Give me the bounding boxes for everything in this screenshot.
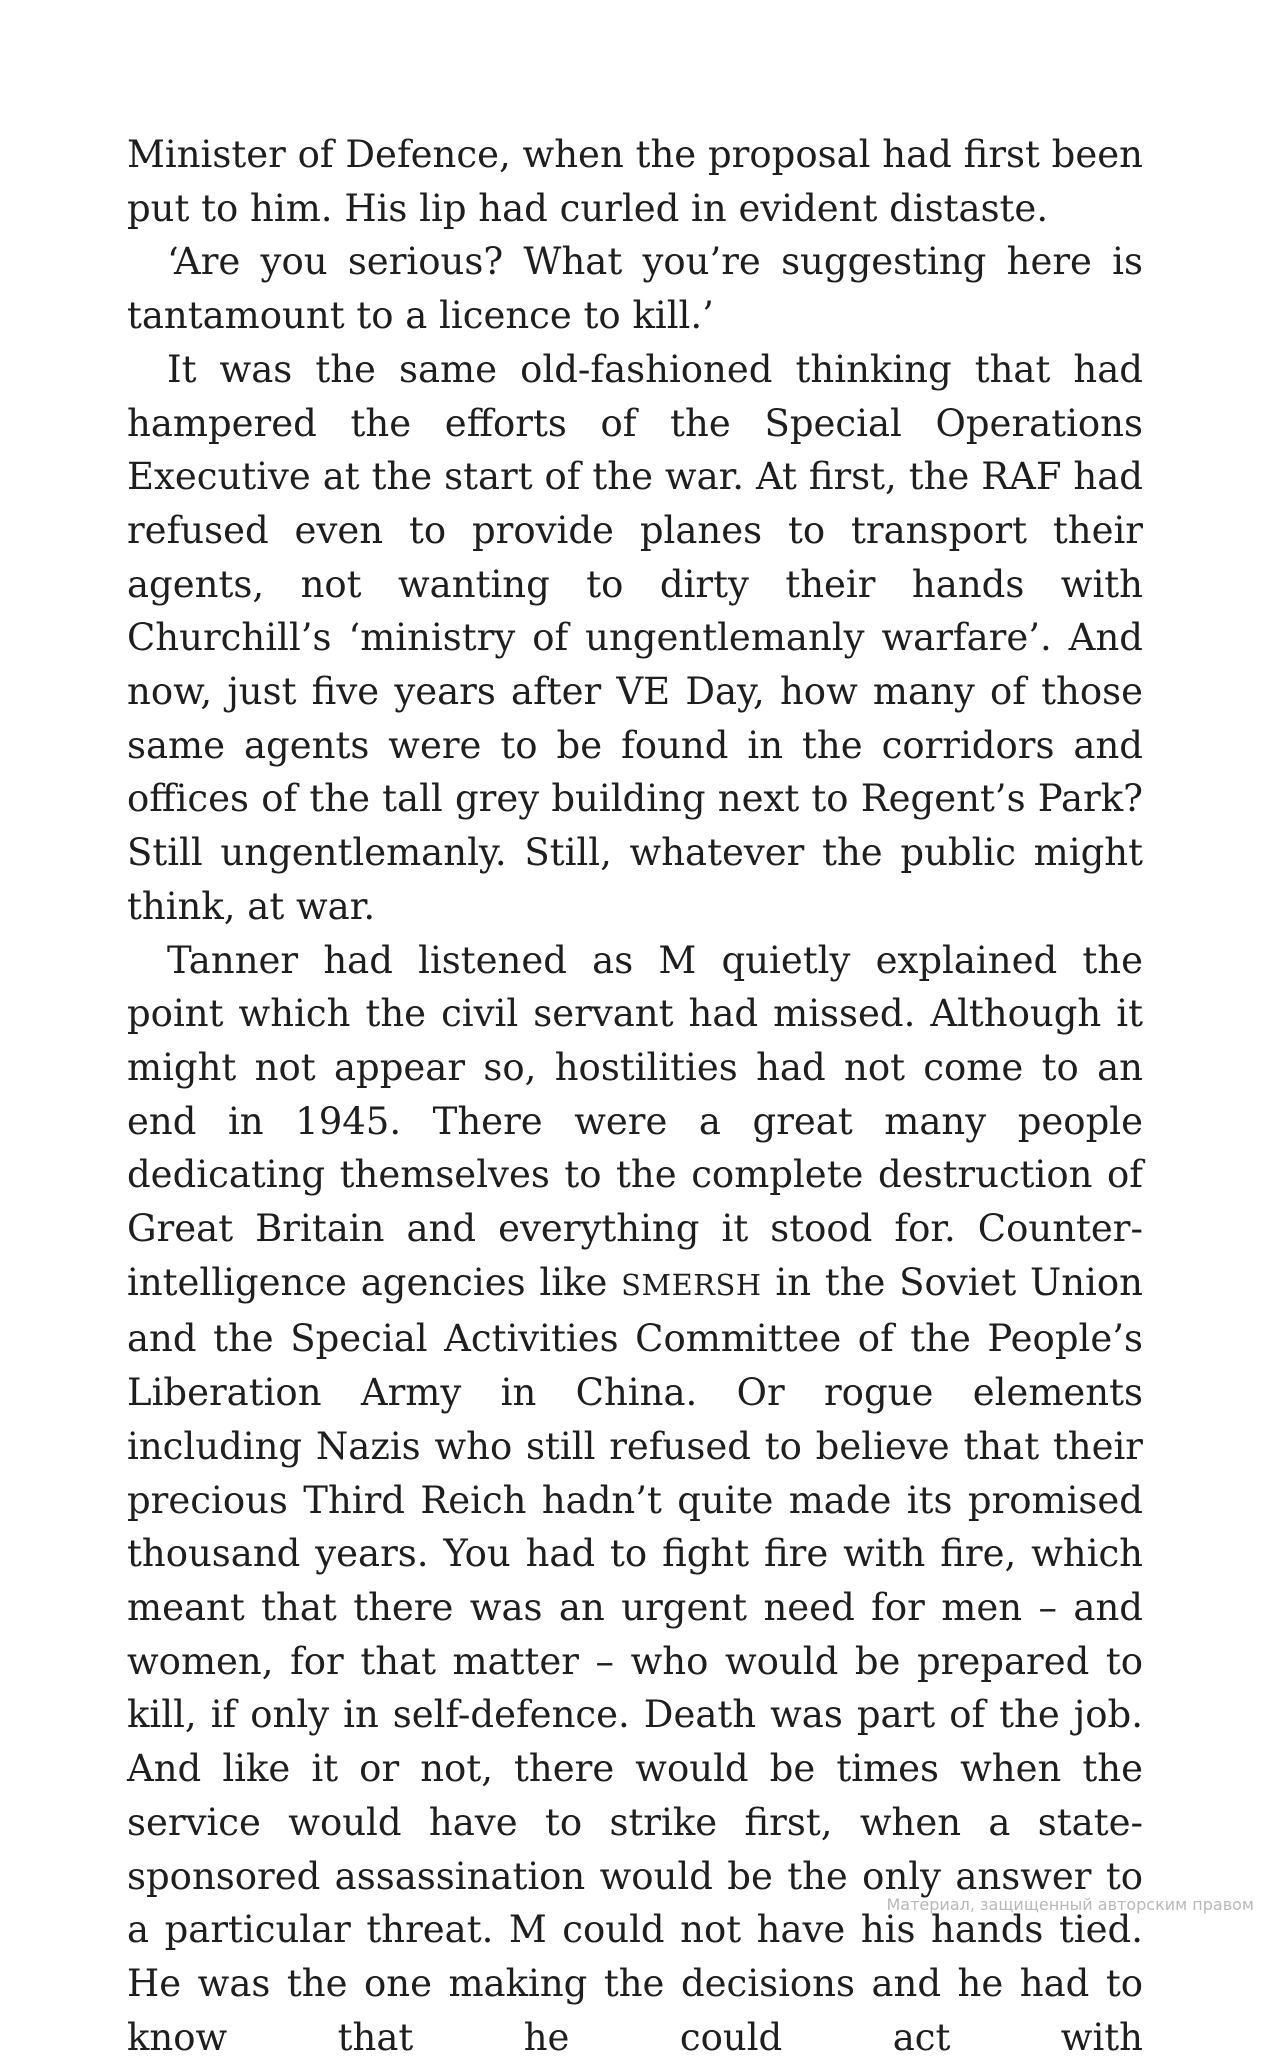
smersh-smallcaps: SMERSH [621, 1267, 762, 1302]
book-page [127, 128, 1143, 2064]
paragraph-tanner-part-1: Tanner had listened as M quietly explained the point which the civil servant had missed. Although it might not appear so, hostilities had not come to an end in 1945. There were a great many people dedicating themselves to the complete destruction of Great Britain and everything it stood for. Counter-intelligence agencies like [127, 938, 1143, 1304]
paragraph-tanner-part-2: in the Soviet Union and the Special Activities Committee of the People’s Liberation Army in China. Or rogue elements including Nazis who still refused to believe that their precious Third Reich hadn’t quite made its promised thousand years. You had to fight fire with fire, which meant that there was an urgent need for men – and women, for that matter – who would be prepared to kill, if only in self-defence. Death was part of the job. And like it or not, there would be times when the service would have to strike first, when a state-sponsored assassination would be the only answer to a particular threat. M could not have his hands tied. He was the one making the decisions and he had to know that he could act with [127, 1260, 1143, 2059]
paragraph-soe: It was the same old-fashioned thinking that had hampered the efforts of the Special Operations Executive at the start of the war. At first, the RAF had refused even to provide planes to transport their agents, not wanting to dirty their hands with Churchill’s ‘ministry of ungentlemanly warfare’. And now, just five years after VE Day, how many of those same agents were to be found in the corridors and offices of the tall grey building next to Regent’s Park? Still ungentlemanly. Still, whatever the public might think, at war. [127, 347, 1143, 928]
paragraph-dialogue: ‘Are you serious? What you’re suggesting here is tantamount to a licence to kill.’ [127, 240, 1143, 338]
copyright-watermark: Материал, защищенный авторским правом [886, 1895, 1254, 1914]
paragraph-minister: Minister of Defence, when the proposal had first been put to him. His lip had curled in evident distaste. [127, 133, 1143, 230]
